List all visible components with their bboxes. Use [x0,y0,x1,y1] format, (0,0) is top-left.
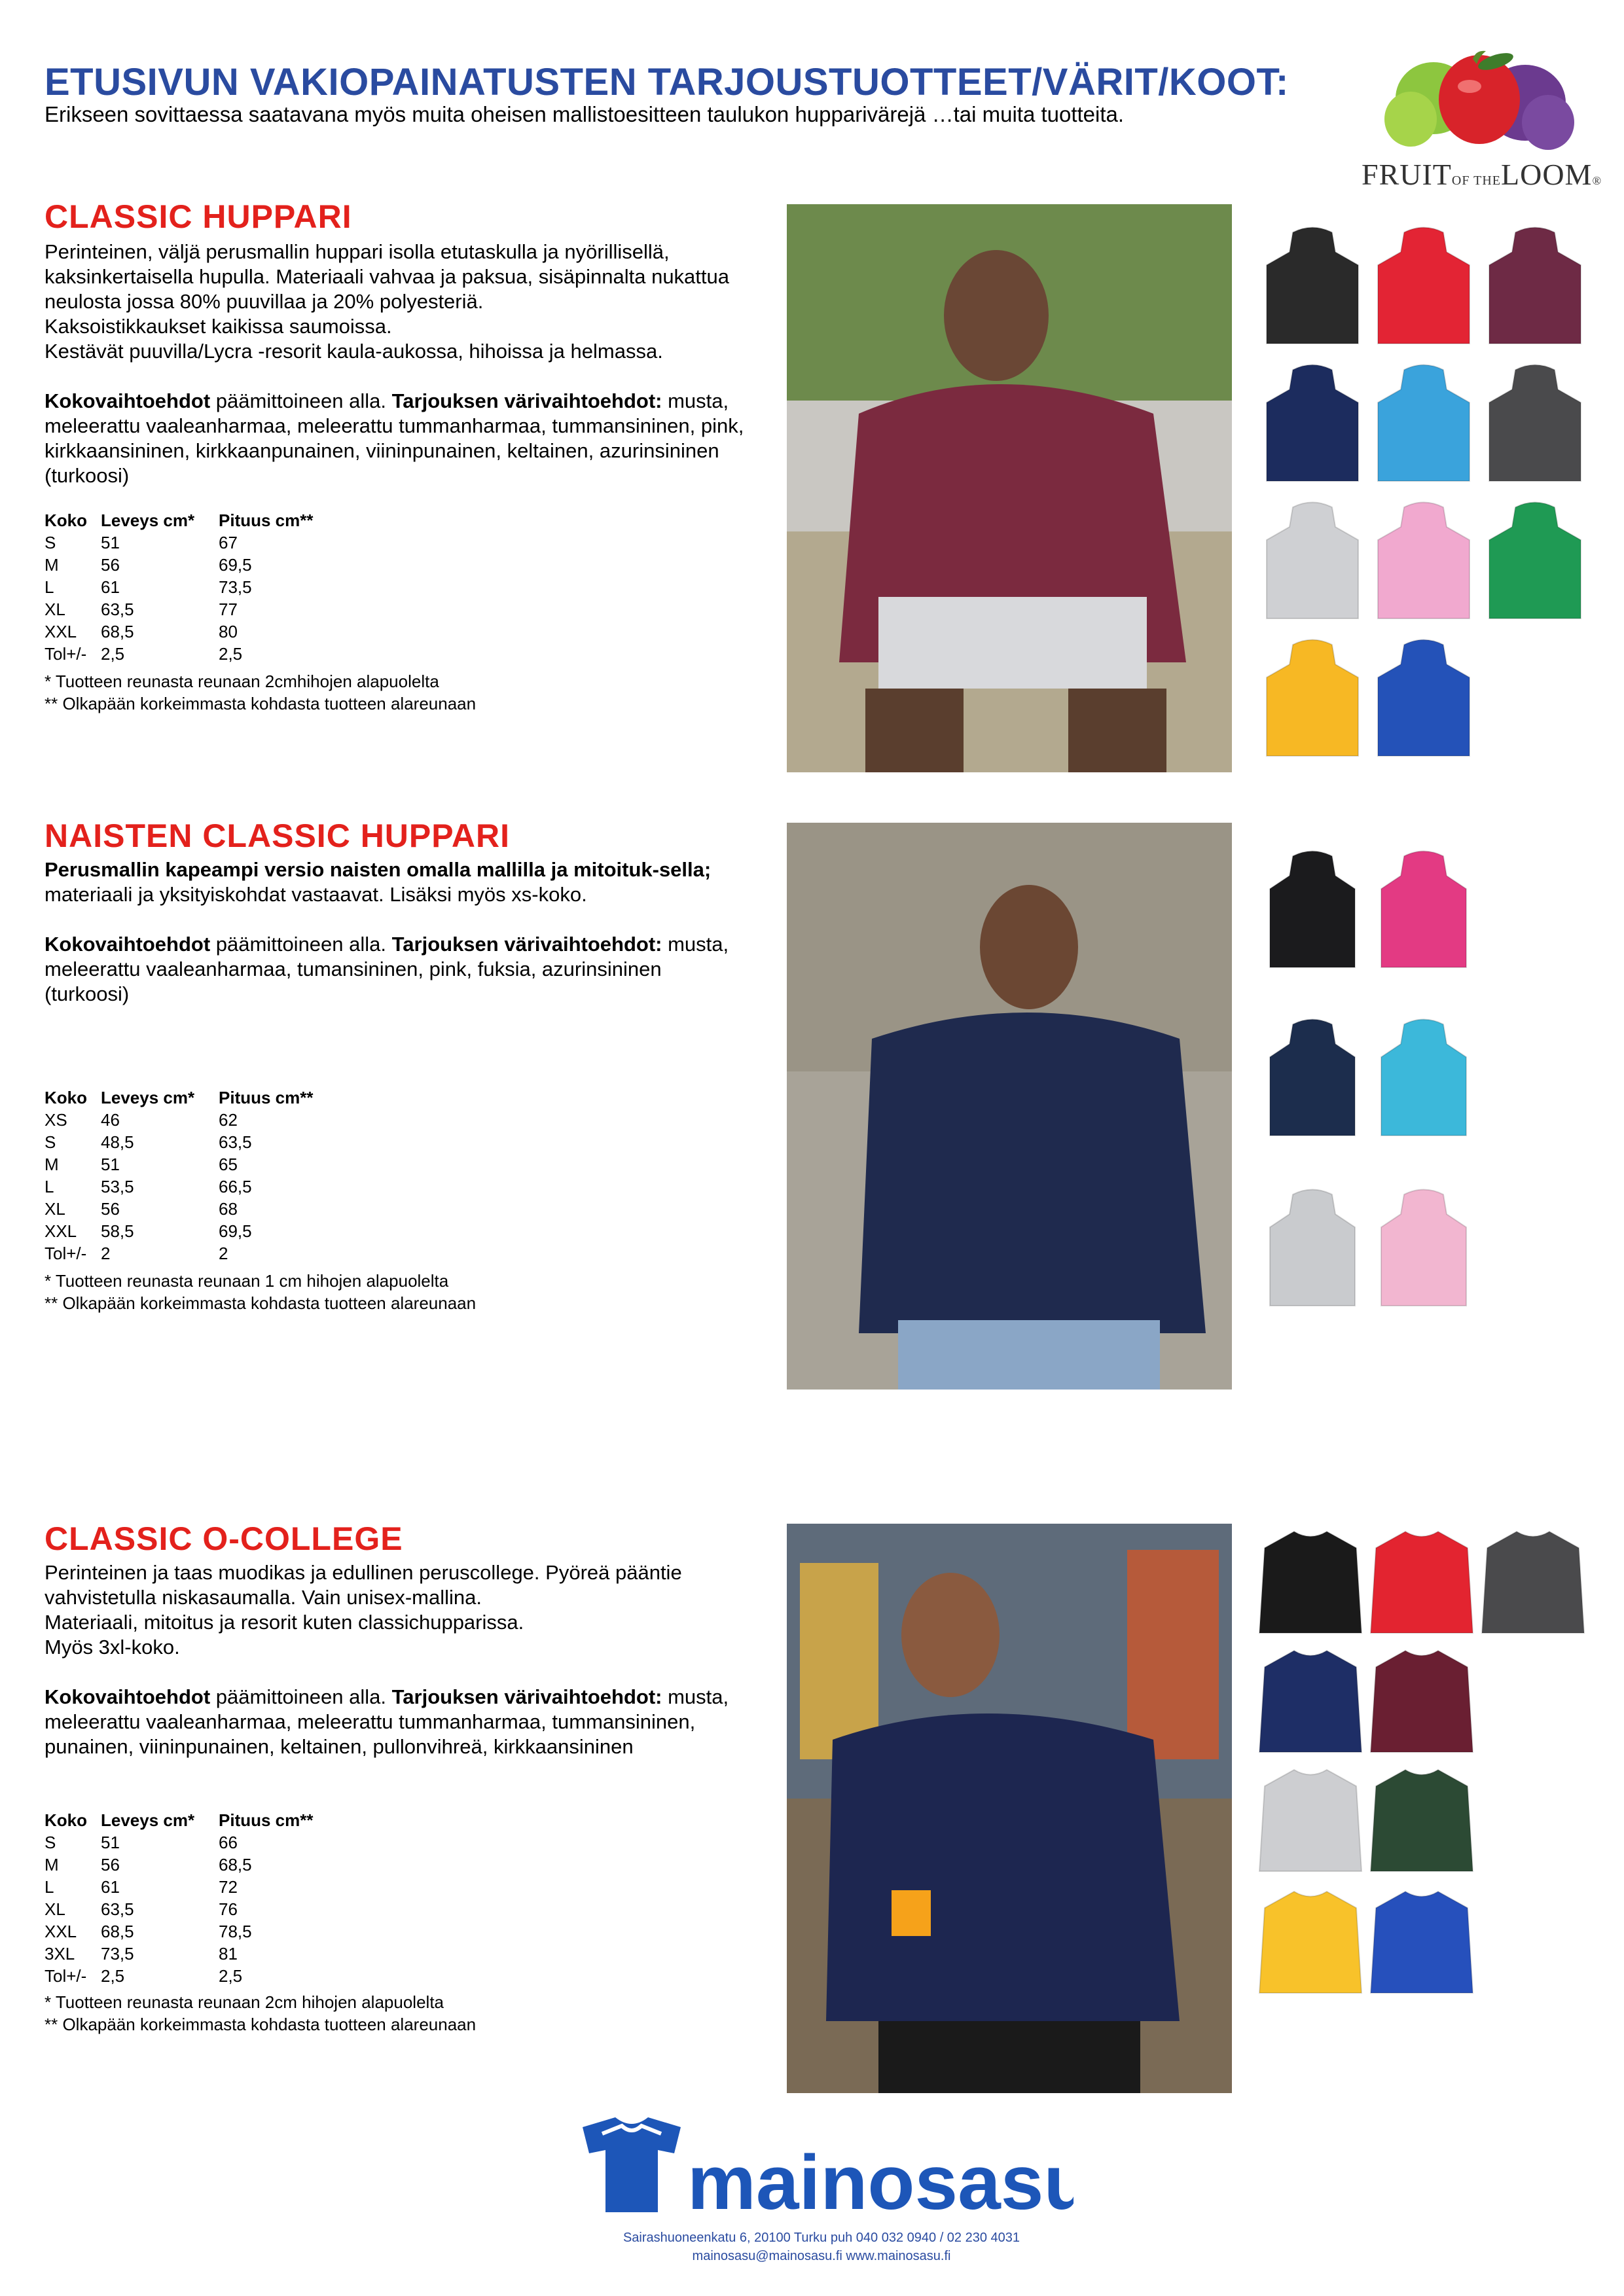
hoodie-swatch[interactable] [1375,1018,1473,1142]
footnote-length: ** Olkapään korkeimmasta kohdasta tuotteen alareunaan [45,694,477,713]
table-row: 3XL 73,5 81 [45,1944,238,1964]
sweatshirt-swatch[interactable] [1258,1525,1363,1643]
hoodie-swatch[interactable] [1375,363,1473,488]
o-college-description [45,1560,751,1759]
page-subtitle: Erikseen sovittaessa saatavana myös muita oheisen mallistoesitteen taulukon hupparivärejä …tai muita tuotteita. [45,102,1125,126]
hoodie-swatch[interactable] [1375,501,1473,625]
header-width: Leveys cm* [101,1810,195,1830]
fruit-of-the-loom-wordmark: FRUITOF THELOOM® [1362,158,1602,191]
table-row: M 56 68,5 [45,1855,252,1874]
sweatshirt-swatch[interactable] [1481,1525,1585,1643]
table-header-row [45,1809,350,1831]
footnote-width: * Tuotteen reunasta reunaan 1 cm hihojen alapuolelta [45,1271,449,1291]
model-photo-man-navy-sweatshirt [787,1524,1232,2093]
footnote-width: * Tuotteen reunasta reunaan 2cm hihojen alapuolelta [45,1992,444,2012]
naisten-huppari-description [45,857,751,1007]
hoodie-swatch[interactable] [1263,226,1362,350]
fruit-cluster-icon [1362,47,1597,158]
sweatshirt-swatch[interactable] [1369,1885,1474,2003]
classic-huppari-description [45,240,751,488]
hoodie-swatch[interactable] [1263,850,1362,974]
sweatshirt-swatch[interactable] [1258,1644,1363,1762]
fruit-of-the-loom-logo [1362,47,1602,204]
header-size: Koko [45,1088,87,1107]
hoodie-swatch[interactable] [1375,1188,1473,1312]
options-text: Kokovaihtoehdot päämittoineen alla. Tarjouksen värivaihtoehdot: musta, meleerattu vaaleanharmaa, tumansininen, pink, fuksia, azurinsininen (turkoosi) [45,933,729,1005]
table-row: L 61 73,5 [45,577,252,597]
table-row: M 51 65 [45,1155,238,1174]
header-length: Pituus cm** [219,1810,314,1830]
desc-line: Materiaali, mitoitus ja resorit kuten classichupparissa. [45,1611,524,1634]
hoodie-swatch[interactable] [1263,1188,1362,1312]
section-title-classic-huppari: CLASSIC HUPPARI [45,198,352,235]
size-table-naisten-huppari [45,1086,350,1265]
hoodie-swatch[interactable] [1486,226,1584,350]
options-text: Kokovaihtoehdot päämittoineen alla. Tarjouksen värivaihtoehdot: musta, meleerattu vaaleanharmaa, meleerattu tummanharmaa, tummansininen, punainen, viininpunainen, keltainen, pullonvihreä, kirkkaansininen [45,1685,729,1758]
table-header-row [45,1086,350,1109]
table-header-row [45,509,350,531]
model-photo-man-burgundy-hoodie [787,204,1232,772]
sweatshirt-swatch[interactable] [1369,1644,1474,1762]
hoodie-swatch[interactable] [1263,363,1362,488]
sweatshirt-swatch[interactable] [1369,1525,1474,1643]
footnote-length: ** Olkapään korkeimmasta kohdasta tuotteen alareunaan [45,1293,477,1313]
header-length: Pituus cm** [219,511,314,530]
brand-wordmark: mainosasu [687,2140,1074,2226]
section-title-classic-o-college: CLASSIC O-COLLEGE [45,1520,403,1557]
hoodie-swatch[interactable] [1486,363,1584,488]
desc-line: Myös 3xl-koko. [45,1636,180,1659]
footer-address: Sairashuoneenkatu 6, 20100 Turku puh 040 032 0940 / 02 230 4031 [623,2231,1020,2245]
header-width: Leveys cm* [101,1088,195,1107]
intro-text: Perusmallin kapeampi versio naisten omalla mallilla ja mitoituk-sella; materiaali ja yksityiskohdat vastaavat. Lisäksi myös xs-koko. [45,858,712,906]
table-row: Tol+/- 2,5 2,5 [45,644,243,664]
desc-line: Perinteinen, väljä perusmallin huppari isolla etutaskulla ja nyörillisellä, kaksinkertaisella hupulla. Materiaali vahvaa ja paksua, sisäpinnalta nukattua neulosta jossa 80% puuvillaa ja 20% polyesteriä. [45,240,730,313]
table-row: XXL 58,5 69,5 [45,1221,252,1241]
table-row: XXL 68,5 78,5 [45,1922,252,1941]
table-row: S 51 66 [45,1833,238,1852]
table-row: XXL 68,5 80 [45,622,238,641]
hoodie-swatch[interactable] [1375,850,1473,974]
table-row: Tol+/- 2 2 [45,1244,228,1263]
header-length: Pituus cm** [219,1088,314,1107]
hoodie-swatch[interactable] [1375,226,1473,350]
desc-line: Kestävät puuvilla/Lycra -resorit kaula-aukossa, hihoissa ja helmassa. [45,340,663,363]
sweatshirt-swatch[interactable] [1369,1763,1474,1881]
size-table-o-college [45,1809,350,1987]
table-row: S 48,5 63,5 [45,1132,252,1152]
table-row: L 61 72 [45,1877,238,1897]
mainosasu-logo [576,2114,1074,2232]
sweatshirt-swatch[interactable] [1258,1763,1363,1881]
sweatshirt-swatch[interactable] [1258,1885,1363,2003]
hoodie-swatch[interactable] [1375,638,1473,762]
footer-contact [592,2229,1051,2265]
desc-line: Perinteinen ja taas muodikas ja edullinen peruscollege. Pyöreä pääntie vahvistetulla niskasaumalla. Vain unisex-mallina. [45,1561,682,1609]
hoodie-swatch[interactable] [1263,1018,1362,1142]
hoodie-swatch[interactable] [1263,638,1362,762]
header-size: Koko [45,511,87,530]
hoodie-swatch[interactable] [1486,501,1584,625]
table-row: L 53,5 66,5 [45,1177,252,1196]
size-table-classic-huppari [45,509,350,665]
section-title-naisten-classic-huppari: NAISTEN CLASSIC HUPPARI [45,817,511,854]
header-width: Leveys cm* [101,511,195,530]
model-photo-woman-navy-hoodie [787,823,1232,1390]
table-row: XS 46 62 [45,1110,238,1130]
table-row: M 56 69,5 [45,555,252,575]
hoodie-swatch[interactable] [1263,501,1362,625]
footer-email-web: mainosasu@mainosasu.fi www.mainosasu.fi [692,2249,951,2263]
table-row: Tol+/- 2,5 2,5 [45,1966,243,1986]
tshirt-icon [576,2114,1074,2232]
table-row: S 51 67 [45,533,238,552]
footnote-length: ** Olkapään korkeimmasta kohdasta tuotteen alareunaan [45,2015,477,2034]
page-title: ETUSIVUN VAKIOPAINATUSTEN TARJOUSTUOTTEET/VÄRIT/KOOT: [45,61,1289,103]
footnote-width: * Tuotteen reunasta reunaan 2cmhihojen alapuolelta [45,672,439,691]
table-row: XL 56 68 [45,1199,238,1219]
header-size: Koko [45,1810,87,1830]
table-row: XL 63,5 77 [45,600,238,619]
table-row: XL 63,5 76 [45,1899,238,1919]
desc-line: Kaksoistikkaukset kaikissa saumoissa. [45,315,392,338]
options-text: Kokovaihtoehdot päämittoineen alla. Tarjouksen värivaihtoehdot: musta, meleerattu vaaleanharmaa, meleerattu tummanharmaa, tummansininen, pink, kirkkaansininen, kirkkaanpunainen, viininpunainen, keltainen, azurinsininen (turkoosi) [45,389,744,487]
